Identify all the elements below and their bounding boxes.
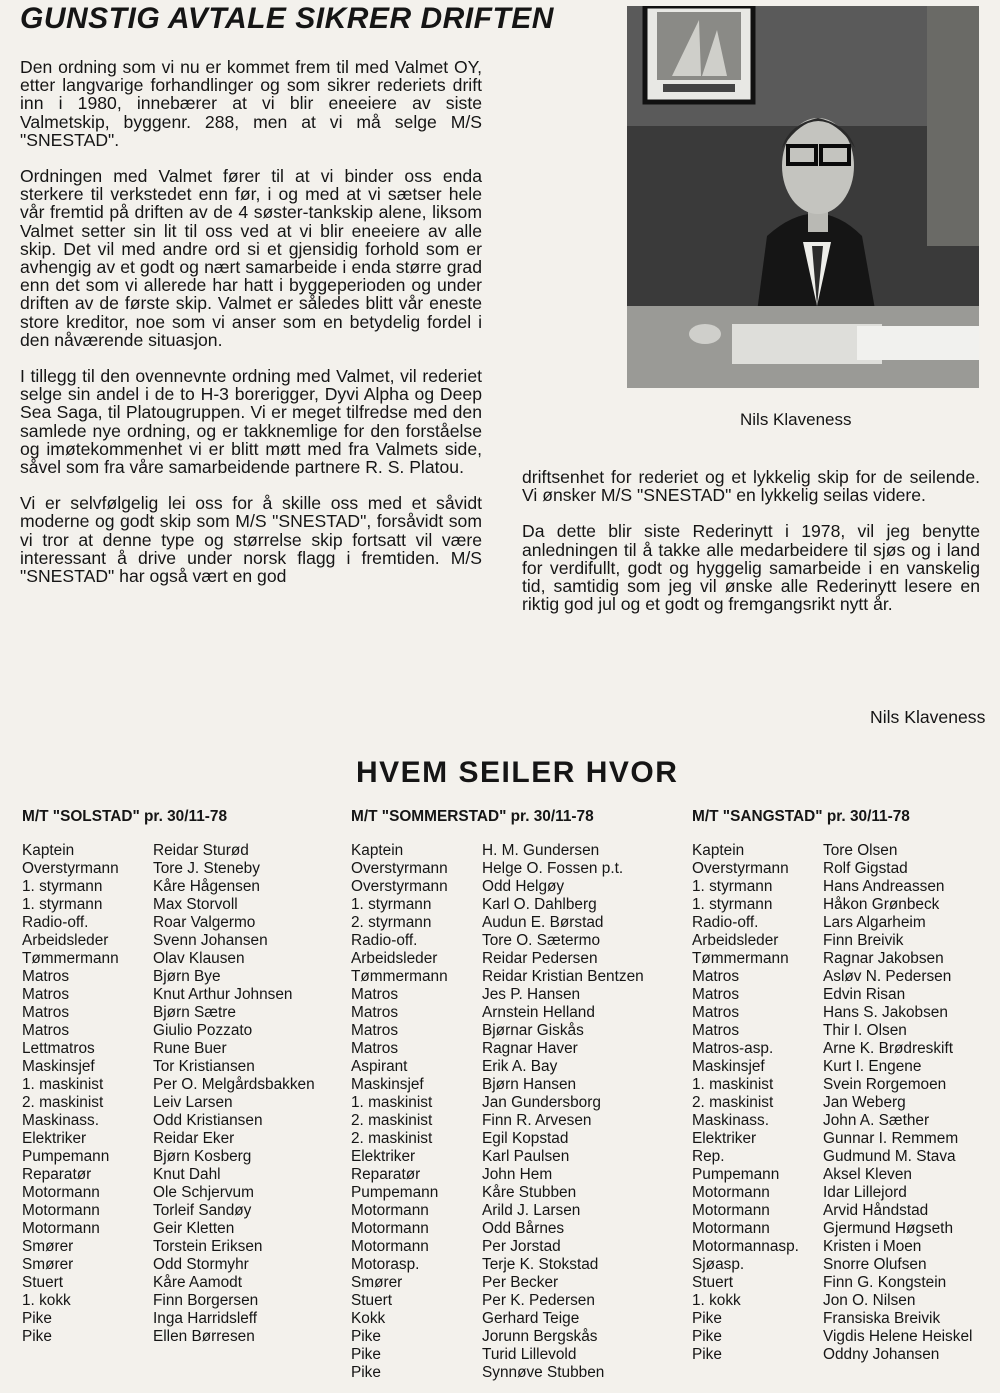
crew-rank: 1. maskinist: [692, 1076, 774, 1093]
crew-rank: Radio-off.: [22, 914, 89, 931]
crew-row: [351, 1328, 644, 1346]
crew-row: [692, 1184, 972, 1202]
crew-row: [351, 1364, 644, 1382]
crew-rank: Matros: [692, 1004, 740, 1021]
crew-rank: Matros: [692, 986, 740, 1003]
crew-name: Aksel Kleven: [823, 1166, 912, 1183]
crew-name: Asløv N. Pedersen: [823, 968, 952, 985]
crew-row: [22, 1256, 315, 1274]
crew-name: Jan Gundersborg: [482, 1094, 601, 1111]
crew-name: Egil Kopstad: [482, 1130, 569, 1147]
crew-name: Jorunn Bergskås: [482, 1328, 598, 1345]
crew-row: [692, 1256, 972, 1274]
crew-row: [22, 896, 315, 914]
crew-rank: Matros-asp.: [692, 1040, 774, 1057]
crew-row: [351, 1004, 644, 1022]
crew-row: [692, 950, 972, 968]
crew-name: Arild J. Larsen: [482, 1202, 581, 1219]
crew-name: Snorre Olufsen: [823, 1256, 927, 1273]
crew-row: [692, 1076, 972, 1094]
crew-row: [692, 1328, 972, 1346]
crew-name: Karl O. Dahlberg: [482, 896, 597, 913]
crew-name: Kåre Stubben: [482, 1184, 577, 1201]
crew-name: Reidar Kristian Bentzen: [482, 968, 644, 985]
crew-row: [22, 842, 315, 860]
crew-name: Rune Buer: [153, 1040, 227, 1057]
crew-row: [692, 1346, 972, 1364]
crew-row: [351, 1184, 644, 1202]
crew-rank: Pumpemann: [692, 1166, 780, 1183]
crew-rank: Kaptein: [22, 842, 75, 859]
crew-row: [22, 1076, 315, 1094]
crew-rank: Elektriker: [22, 1130, 87, 1147]
crew-rank: Matros: [692, 968, 740, 985]
crew-name: John Hem: [482, 1166, 553, 1183]
crew-row: [692, 1202, 972, 1220]
crew-row: [351, 1202, 644, 1220]
crew-name: Tore Olsen: [823, 842, 898, 859]
crew-name: Gudmund M. Stava: [823, 1148, 956, 1165]
crew-rank: Motormann: [692, 1184, 770, 1201]
crew-row: [351, 914, 644, 932]
crew-rank: Maskinsjef: [351, 1076, 424, 1093]
crew-name: Bjørn Bye: [153, 968, 221, 985]
crew-row: [692, 1166, 972, 1184]
crew-rank: 2. styrmann: [351, 914, 432, 931]
crew-row: [692, 1094, 972, 1112]
crew-row: [351, 896, 644, 914]
crew-rank: Pike: [22, 1310, 52, 1327]
crew-row: [22, 878, 315, 896]
crew-name: Finn Borgersen: [153, 1292, 259, 1309]
crew-name: John A. Sæther: [823, 1112, 930, 1129]
crew-rank: 1. styrmann: [22, 896, 103, 913]
section-title: HVEM SEILER HVOR: [356, 756, 679, 789]
crew-row: [692, 914, 972, 932]
crew-row: [692, 1058, 972, 1076]
crew-name: Giulio Pozzato: [153, 1022, 253, 1039]
article-signature: Nils Klaveness: [870, 707, 986, 727]
crew-row: [351, 986, 644, 1004]
crew-name: Reidar Sturød: [153, 842, 249, 859]
crew-row: [22, 1112, 315, 1130]
ship-crew-list: [692, 808, 972, 1364]
crew-rank: 1. styrmann: [22, 878, 103, 895]
crew-rank: 1. kokk: [692, 1292, 741, 1309]
crew-name: Rolf Gigstad: [823, 860, 908, 877]
crew-name: Reidar Pedersen: [482, 950, 598, 967]
crew-name: Odd Kristiansen: [153, 1112, 263, 1129]
crew-row: [22, 1328, 315, 1346]
ship-crew-list: [351, 808, 644, 1382]
article-paragraph: driftsenhet for rederiet og et lykkelig skip for de seilende. Vi ønsker M/S "SNESTAD" en lykkelig seilas videre.: [522, 467, 980, 506]
crew-row: [351, 1148, 644, 1166]
crew-rank: Kokk: [351, 1310, 386, 1327]
crew-row: [692, 860, 972, 878]
crew-rank: Tømmermann: [22, 950, 119, 967]
crew-rank: Motorasp.: [351, 1256, 420, 1273]
crew-row: [692, 986, 972, 1004]
crew-row: [22, 932, 315, 950]
crew-rank: Overstyrmann: [351, 878, 448, 895]
crew-name: H. M. Gundersen: [482, 842, 600, 859]
crew-name: Synnøve Stubben: [482, 1364, 605, 1381]
crew-name: Finn Breivik: [823, 932, 904, 949]
crew-rank: Arbeidsleder: [351, 950, 438, 967]
crew-rank: Motormann: [692, 1202, 770, 1219]
crew-rank: Pike: [692, 1310, 722, 1327]
crew-rank: 1. styrmann: [351, 896, 432, 913]
crew-name: Odd Bårnes: [482, 1220, 565, 1237]
crew-name: Odd Helgøy: [482, 878, 565, 895]
crew-name: Edvin Risan: [823, 986, 906, 1003]
crew-name: Torstein Eriksen: [153, 1238, 263, 1255]
crew-name: Per K. Pedersen: [482, 1292, 595, 1309]
crew-rank: 1. maskinist: [22, 1076, 104, 1093]
crew-rank: Matros: [351, 986, 399, 1003]
crew-row: [351, 1040, 644, 1058]
crew-rank: 1. kokk: [22, 1292, 71, 1309]
ship-title: M/T "SOMMERSTAD" pr. 30/11-78: [351, 808, 594, 825]
crew-rank: Motormannasp.: [692, 1238, 799, 1255]
crew-row: [351, 1112, 644, 1130]
crew-name: Gjermund Høgseth: [823, 1220, 954, 1237]
crew-rank: Pike: [692, 1328, 722, 1345]
crew-rank: 2. maskinist: [351, 1112, 433, 1129]
crew-row: [351, 1130, 644, 1148]
portrait-photo: [627, 6, 979, 388]
crew-rank: Rep.: [692, 1148, 725, 1165]
crew-name: Audun E. Børstad: [482, 914, 604, 931]
crew-name: Håkon Grønbeck: [823, 896, 940, 913]
crew-name: Kristen i Moen: [823, 1238, 922, 1255]
crew-row: [692, 932, 972, 950]
crew-rank: Overstyrmann: [351, 860, 448, 877]
crew-name: Roar Valgermo: [153, 914, 256, 931]
crew-name: Gerhard Teige: [482, 1310, 580, 1327]
crew-row: [22, 1040, 315, 1058]
crew-row: [22, 1274, 315, 1292]
crew-rank: Smører: [351, 1274, 403, 1291]
crew-name: Helge O. Fossen p.t.: [482, 860, 624, 877]
crew-row: [351, 1076, 644, 1094]
crew-rank: Elektriker: [351, 1148, 416, 1165]
crew-name: Svenn Johansen: [153, 932, 268, 949]
crew-name: Ole Schjervum: [153, 1184, 254, 1201]
crew-rank: Pike: [351, 1328, 381, 1345]
crew-name: Idar Lillejord: [823, 1184, 907, 1201]
crew-rank: Pike: [351, 1346, 381, 1363]
crew-name: Per O. Melgårdsbakken: [153, 1076, 315, 1093]
crew-name: Svein Rorgemoen: [823, 1076, 947, 1093]
crew-rank: Motormann: [351, 1202, 429, 1219]
crew-name: Gunnar I. Remmem: [823, 1130, 959, 1147]
crew-rank: Matros: [22, 986, 70, 1003]
article-paragraph: Ordningen med Valmet fører til at vi binder oss enda sterkere til verkstedet enn før, i og med at vi sætser hele vår fremtid på driften av de 4 søster-tankskip alene, liksom Valmet setter sin lit til oss ved at vi blir eneeiere av alle skip. Det vil med andre ord si et gjensidig forhold som er avhengig av et godt og nært samarbeide i enda større grad enn det som vi allerede har hatt i byggeperioden og under driften av de første skip. Valmet er således blitt vår eneste store kreditor, noe som vi anser som en betydelig fordel i den nåværende situasjon.: [20, 166, 482, 350]
crew-name: Max Storvoll: [153, 896, 238, 913]
crew-row: [22, 1220, 315, 1238]
crew-rank: Motormann: [351, 1238, 429, 1255]
crew-rank: Stuert: [22, 1274, 64, 1291]
crew-rank: Arbeidsleder: [22, 932, 109, 949]
crew-row: [351, 860, 644, 878]
crew-row: [351, 1274, 644, 1292]
crew-name: Oddny Johansen: [823, 1346, 940, 1363]
article-headline: GUNSTIG AVTALE SIKRER DRIFTEN: [20, 2, 554, 35]
article-column-right: [522, 468, 980, 631]
portrait-illustration: [627, 6, 979, 388]
crew-rank: Tømmermann: [692, 950, 789, 967]
crew-rank: Matros: [22, 968, 70, 985]
crew-row: [22, 1148, 315, 1166]
crew-rank: Pumpemann: [351, 1184, 439, 1201]
crew-rank: Motormann: [22, 1184, 100, 1201]
crew-rank: 2. maskinist: [692, 1094, 774, 1111]
crew-row: [692, 896, 972, 914]
crew-rank: Overstyrmann: [692, 860, 789, 877]
crew-row: [692, 1130, 972, 1148]
crew-row: [351, 1256, 644, 1274]
crew-rank: Motormann: [351, 1220, 429, 1237]
crew-rank: Maskinsjef: [22, 1058, 95, 1075]
crew-name: Tore J. Steneby: [153, 860, 260, 877]
crew-row: [692, 1292, 972, 1310]
crew-name: Knut Dahl: [153, 1166, 221, 1183]
crew-rank: Smører: [22, 1256, 74, 1273]
crew-row: [351, 1238, 644, 1256]
crew-rank: Maskinass.: [692, 1112, 769, 1129]
crew-name: Ragnar Jakobsen: [823, 950, 944, 967]
crew-row: [22, 1004, 315, 1022]
crew-rank: 2. maskinist: [351, 1130, 433, 1147]
crew-name: Kurt I. Engene: [823, 1058, 922, 1075]
crew-row: [692, 1148, 972, 1166]
crew-rank: Matros: [351, 1004, 399, 1021]
crew-name: Lars Algarheim: [823, 914, 926, 931]
crew-name: Turid Lillevold: [482, 1346, 577, 1363]
crew-row: [692, 878, 972, 896]
crew-rank: Arbeidsleder: [692, 932, 779, 949]
crew-name: Finn G. Kongstein: [823, 1274, 947, 1291]
crew-rows: [692, 842, 972, 1364]
crew-rank: 1. styrmann: [692, 896, 773, 913]
crew-name: Thir I. Olsen: [823, 1022, 907, 1039]
crew-row: [692, 1004, 972, 1022]
crew-row: [692, 1040, 972, 1058]
crew-rank: 2. maskinist: [22, 1094, 104, 1111]
crew-name: Knut Arthur Johnsen: [153, 986, 293, 1003]
crew-row: [692, 1310, 972, 1328]
crew-row: [351, 932, 644, 950]
crew-name: Fransiska Breivik: [823, 1310, 941, 1327]
crew-rank: Pike: [692, 1346, 722, 1363]
crew-name: Finn R. Arvesen: [482, 1112, 592, 1129]
crew-rank: Sjøasp.: [692, 1256, 745, 1273]
crew-row: [692, 842, 972, 860]
crew-name: Reidar Eker: [153, 1130, 235, 1147]
crew-row: [22, 986, 315, 1004]
crew-name: Odd Stormyhr: [153, 1256, 249, 1273]
crew-rank: Radio-off.: [692, 914, 759, 931]
crew-name: Erik A. Bay: [482, 1058, 558, 1075]
crew-row: [351, 878, 644, 896]
crew-row: [351, 1094, 644, 1112]
crew-row: [351, 968, 644, 986]
crew-name: Inga Harridsleff: [153, 1310, 258, 1327]
crew-rank: Matros: [22, 1004, 70, 1021]
crew-rank: Matros: [351, 1040, 399, 1057]
crew-row: [22, 1166, 315, 1184]
crew-name: Bjørnar Giskås: [482, 1022, 584, 1039]
crew-row: [351, 1166, 644, 1184]
crew-name: Per Jorstad: [482, 1238, 561, 1255]
crew-row: [351, 950, 644, 968]
crew-rank: Matros: [351, 1022, 399, 1039]
crew-name: Geir Kletten: [153, 1220, 235, 1237]
crew-row: [692, 1238, 972, 1256]
crew-row: [22, 1094, 315, 1112]
crew-rank: Pike: [351, 1364, 381, 1381]
photo-caption: Nils Klaveness: [740, 410, 852, 429]
crew-rank: Aspirant: [351, 1058, 408, 1075]
crew-rank: Overstyrmann: [22, 860, 119, 877]
crew-rank: Pumpemann: [22, 1148, 110, 1165]
crew-row: [692, 968, 972, 986]
crew-row: [351, 1310, 644, 1328]
crew-name: Kåre Aamodt: [153, 1274, 242, 1291]
crew-row: [22, 1238, 315, 1256]
crew-row: [22, 968, 315, 986]
crew-rows: [351, 842, 644, 1382]
crew-row: [351, 1220, 644, 1238]
crew-name: Tor Kristiansen: [153, 1058, 255, 1075]
crew-row: [692, 1220, 972, 1238]
article-paragraph: Vi er selvfølgelig lei oss for å skille oss med et såvidt moderne og godt skip som M/S "SNESTAD", forsåvidt som vi tror at denne type og størrelse skip fortsatt vil være interessant å drive under norsk flagg i fremtiden. M/S "SNESTAD" har også vært en god: [20, 493, 482, 587]
crew-rank: Elektriker: [692, 1130, 757, 1147]
crew-name: Jes P. Hansen: [482, 986, 581, 1003]
ship-title: M/T "SANGSTAD" pr. 30/11-78: [692, 808, 910, 825]
crew-rank: Kaptein: [692, 842, 745, 859]
crew-name: Karl Paulsen: [482, 1148, 570, 1165]
crew-name: Jan Weberg: [823, 1094, 906, 1111]
crew-rank: Lettmatros: [22, 1040, 95, 1057]
crew-row: [22, 1292, 315, 1310]
crew-rank: Motormann: [692, 1220, 770, 1237]
crew-name: Tore O. Sætermo: [482, 932, 601, 949]
article-paragraph: Den ordning som vi nu er kommet frem til med Valmet OY, etter langvarige forhandlinger og som sikrer rederiets drift inn i 1980, innebærer at vi blir eneeiere av siste Valmetskip, byggenr. 288, men at vi må selge M/S "SNESTAD".: [20, 57, 482, 150]
crew-row: [351, 1346, 644, 1364]
crew-rank: Pike: [22, 1328, 52, 1345]
crew-rank: Motormann: [22, 1202, 100, 1219]
crew-name: Arvid Håndstad: [823, 1202, 929, 1219]
crew-row: [351, 1022, 644, 1040]
crew-rank: 1. maskinist: [351, 1094, 433, 1111]
crew-name: Kåre Hågensen: [153, 878, 260, 895]
crew-name: Hans Andreassen: [823, 878, 945, 895]
crew-row: [22, 1022, 315, 1040]
crew-row: [22, 1058, 315, 1076]
crew-row: [22, 950, 315, 968]
article-paragraph: I tillegg til den ovennevnte ordning med Valmet, vil rederiet selge sin andel i de to H-3 borerigger, Dyvi Alpha og Deep Sea Saga, til Platougruppen. Vi er meget tilfredse med den samlede nye ordning, og er takknemlige for den forståelse og imøtekommenhet vi er blitt møtt med fra Valmets side, såvel som fra våre samarbeidende partnere R. S. Platou.: [20, 366, 482, 478]
article-column-left: [20, 58, 482, 603]
crew-name: Bjørn Hansen: [482, 1076, 577, 1093]
crew-rank: Kaptein: [351, 842, 404, 859]
crew-name: Arnstein Helland: [482, 1004, 595, 1021]
crew-row: [22, 1310, 315, 1328]
article-paragraph: Da dette blir siste Rederinytt i 1978, vil jeg benytte anledningen til å takke alle medarbeidere til sjøs og i land for verdifullt, godt og hyggelig samarbeide i en vanskelig tid, samtidig som jeg vil ønske alle Rederinytt lesere en riktig god jul og et godt og fremgangsrikt nytt år.: [522, 521, 980, 615]
crew-name: Terje K. Stokstad: [482, 1256, 599, 1273]
crew-rank: Motormann: [22, 1220, 100, 1237]
crew-name: Hans S. Jakobsen: [823, 1004, 948, 1021]
crew-name: Bjørn Kosberg: [153, 1148, 252, 1165]
crew-rows: [22, 842, 315, 1346]
crew-row: [351, 1058, 644, 1076]
ship-title: M/T "SOLSTAD" pr. 30/11-78: [22, 808, 228, 825]
crew-row: [22, 1130, 315, 1148]
crew-row: [22, 1184, 315, 1202]
crew-row: [22, 914, 315, 932]
ship-crew-list: [22, 808, 315, 1346]
crew-rank: Radio-off.: [351, 932, 418, 949]
crew-rank: 1. styrmann: [692, 878, 773, 895]
crew-name: Bjørn Sætre: [153, 1004, 236, 1021]
crew-name: Arne K. Brødreskift: [823, 1040, 954, 1057]
crew-row: [22, 1202, 315, 1220]
crew-name: Vigdis Helene Heiskel: [823, 1328, 973, 1345]
crew-rank: Reparatør: [22, 1166, 92, 1183]
crew-name: Olav Klausen: [153, 950, 245, 967]
crew-row: [22, 860, 315, 878]
crew-row: [351, 1292, 644, 1310]
crew-name: Ellen Børresen: [153, 1328, 255, 1345]
crew-row: [692, 1274, 972, 1292]
crew-rank: Maskinsjef: [692, 1058, 765, 1075]
crew-rank: Matros: [692, 1022, 740, 1039]
crew-name: Leiv Larsen: [153, 1094, 233, 1111]
crew-rank: Reparatør: [351, 1166, 421, 1183]
crew-row: [692, 1112, 972, 1130]
crew-row: [351, 842, 644, 860]
crew-rank: Smører: [22, 1238, 74, 1255]
crew-rank: Tømmermann: [351, 968, 448, 985]
crew-rank: Stuert: [692, 1274, 734, 1291]
crew-rank: Stuert: [351, 1292, 393, 1309]
crew-name: Per Becker: [482, 1274, 559, 1291]
crew-row: [692, 1022, 972, 1040]
crew-rank: Matros: [22, 1022, 70, 1039]
crew-name: Torleif Sandøy: [153, 1202, 252, 1219]
crew-name: Jon O. Nilsen: [823, 1292, 916, 1309]
crew-rank: Maskinass.: [22, 1112, 99, 1129]
crew-name: Ragnar Haver: [482, 1040, 578, 1057]
